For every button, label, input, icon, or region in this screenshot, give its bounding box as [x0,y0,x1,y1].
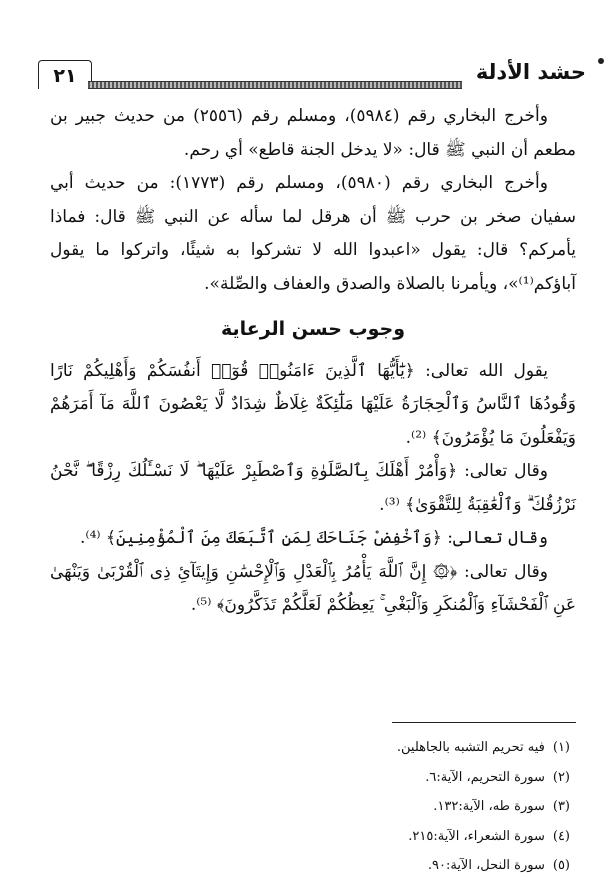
paragraph-hadith-1: وأخرج البخاري رقم (٥٩٨٤)، ومسلم رقم (٢٥٥٦) من حديث جبير بن مطعم أن النبي ﷺ قال: «لا يدخل الجنة قاطع» أي رحم. [50,106,576,160]
footnote-text: سورة النحل، الآية:٩٠. [427,858,545,873]
footnote-text: سورة طه، الآية:١٣٢. [433,799,545,814]
footnote-number: (١) [552,740,570,755]
verse-paragraph-2: وقال تعالى: ﴿وَأْمُرْ أَهْلَكَ بِٱلصَّلَوٰةِ وَٱصْطَبِرْ عَلَيْهَا ۖ لَا نَسْـَٔلُكَ رِزْقًا ۖ نَّحْنُ نَرْزُقُكَ ۗ وَٱلْعَٰقِبَةُ لِلتَّقْوَىٰ﴾ ⁽³⁾. [50,461,576,515]
running-title: حشد الأدلة [475,60,586,84]
page-header [18,58,600,92]
corner-dot [598,58,604,64]
paragraph-hadith-2: وأخرج البخاري رقم (٥٩٨٠)، ومسلم رقم (١٧٧٣): من حديث أبي سفيان صخر بن حرب ﷺ أن هرقل لما سأله عن النبي ﷺ قال: فماذا يأمركم؟ قال: يقول «اعبدوا الله لا تشركوا به شيئًا، واتركوا ما يقول آباؤكم⁽¹⁾»، ويأمرنا بالصلاة والصدق والعفاف والصِّلة». [50,173,576,294]
page-number: ٢١ [38,60,92,89]
footnote-3 [270,792,570,822]
verse-paragraph-3: وقال تعالى: ﴿وَٱخْفِضْ جَنَاحَكَ لِمَنِ ٱتَّبَعَكَ مِنَ ٱلْمُؤْمِنِينَ﴾ ⁽⁴⁾. [80,528,548,548]
verse-paragraph-1: يقول الله تعالى: ﴿يَٰٓأَيُّهَا ٱلَّذِينَ ءَامَنُوا۟ قُوٓا۟ أَنفُسَكُمْ وَأَهْلِيكُمْ نَارًا وَقُودُهَا ٱلنَّاسُ وَٱلْحِجَارَةُ عَلَيْهَا مَلَٰٓئِكَةٌ غِلَاظٌ شِدَادٌ لَّا يَعْصُونَ ٱللَّهَ مَآ أَمَرَهُمْ وَيَفْعَلُونَ مَا يُؤْمَرُونَ﴾ ⁽²⁾. [50,360,576,448]
footnote-text: سورة التحريم، الآية:٦. [425,769,545,785]
footnote-separator [392,722,576,723]
footnote-1 [270,733,570,763]
footnotes [270,733,570,881]
verse-paragraph-4: وقال تعالى: ﴿۞ إِنَّ ٱللَّهَ يَأْمُرُ بِٱلْعَدْلِ وَٱلْإِحْسَٰنِ وَإِيتَآئِ ذِى ٱلْقُرْبَىٰ وَيَنْهَىٰ عَنِ ٱلْفَحْشَآءِ وَٱلْمُنكَرِ وَٱلْبَغْىِ ۚ يَعِظُكُمْ لَعَلَّكُمْ تَذَكَّرُونَ﴾ ⁽⁵⁾. [50,561,576,615]
footnote-number: (٢) [552,769,570,785]
footnote-number: (٣) [552,799,570,814]
footnote-text: سورة الشعراء، الآية:٢١٥. [408,828,545,844]
main-text [50,100,576,623]
footnote-number: (٤) [552,828,570,844]
footnote-2 [270,763,570,793]
footnote-number: (٥) [552,858,570,873]
footnote-text: فيه تحريم التشبه بالجاهلين. [396,740,545,755]
header-ornament-rule [88,81,462,89]
footnote-5 [270,851,570,881]
footnote-4 [270,822,570,852]
section-heading: وجوب حسن الرعاية [220,318,406,340]
